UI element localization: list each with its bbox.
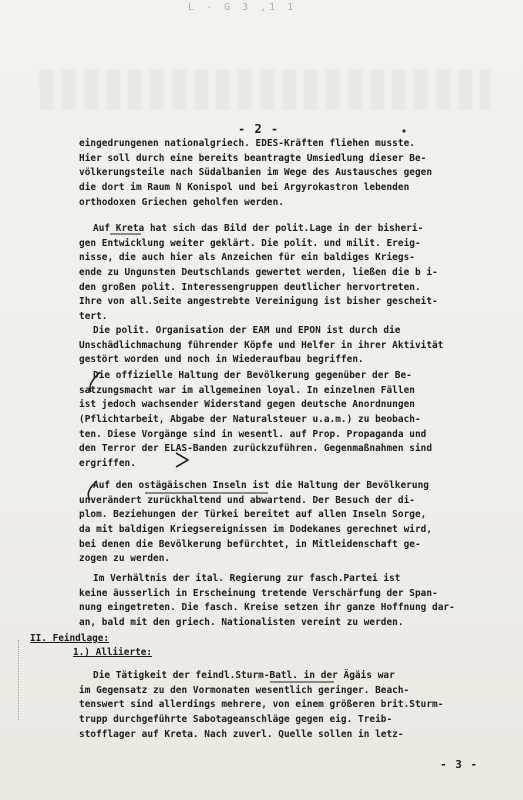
text-line: ergriffen. [79,458,136,470]
text-line: an, bald mit den griech. Nationalisten vereint zu werden. [79,617,404,629]
section-heading: II. Feindlage: [30,633,110,644]
text-line: Hier soll durch eine bereits beantragte Umsiedlung dieser Be- [79,152,427,164]
text-line: bei denen die Bevölkerung befürchtet, in Mitleidenschaft ge- [79,538,421,550]
text-line: keine äusserlich in Erscheinung tretende Verschärfung der Span- [79,587,438,599]
text-line: den Terror der ELAS-Banden zurückzuführen. Gegenmaßnahmen sind [79,443,433,455]
text-line: zogen zu werden. [79,553,171,565]
continuation-marker: - 3 - [440,758,479,771]
text-line: Auf Kreta hat sich das Bild der polit.Lage in der bisheri- [93,223,424,234]
text-line: stofflager auf Kreta. Nach zuverl. Quelle sollen in letz- [79,728,404,740]
text-line: im Gegensatz zu den Vormonaten wesentlich geringer. Beach- [79,684,410,696]
text-line: satzungsmacht war im allgemeinen loyal. In einzelnen Fällen [79,384,415,396]
text-line: Auf den ostägäischen Inseln ist die Haltung der Bevölkerung [93,480,429,491]
text-line: nisse, die auch hier als Anzeichen für ein baldiges Kriegs- [79,252,415,264]
text-line: ende zu Ungunsten Deutschlands gewertet werden, ließen die b i- [79,267,438,279]
text-line: Die offizielle Haltung der Bevölkerung gegenüber der Be- [93,370,412,381]
page-number: - 2 - [238,122,280,136]
text-line: orthodoxen Griechen geholfen werden. [79,196,284,208]
ink-dot [402,129,405,132]
text-line: tert. [79,311,108,323]
text-line: Unschädlichmachung führender Köpfe und Helfer in ihrer Aktivität [79,339,444,351]
text-line: ten. Diese Vorgänge sind in wesentl. auf Prop. Propaganda und [79,428,427,440]
text-line: Die polit. Organisation der EAM und EPON ist durch die [93,325,401,336]
text-line: die dort im Raum N Konispol und bei Argyrokastron lebenden [79,182,410,194]
text-line: Im Verhältnis der ital. Regierung zur fasch.Partei ist [93,573,401,584]
text-line: eingedrungenen nationalgriech. EDES-Kräften fliehen musste. [79,138,415,149]
text-line: da mit baldigen Kriegsereignissen im Dodekanes gerechnet wird, [79,524,433,536]
text-line: Die Tätigkeit der feindl.Sturm-Batl. in der Ägäis war [93,670,395,681]
text-line: Ihre von all.Seite angestrebte Vereinigung ist bisher gescheit- [79,296,438,308]
text-line: plom. Beziehungen der Türkei bereitet auf allen Inseln Sorge, [79,509,427,521]
pen-arrow-mark [176,453,188,467]
pen-bracket-mark [90,372,100,392]
text-line: gen Entwicklung weiter geklärt. Die polit. und milit. Ereig- [79,237,421,249]
text-line: gestört worden und noch in Wiederaufbau begriffen. [79,354,364,366]
text-line: den großen polit. Interessengruppen deutlicher hervortreten. [79,281,421,293]
text-line: völkerungsteile nach Südalbanien im Wege des Austausches gegen [79,167,433,179]
text-line: trupp durchgeführte Sabotageanschläge gegen eig. Treib- [79,714,393,726]
text-line: tenswert sind allerdings mehrere, von einem größeren brit.Sturm- [79,699,444,711]
header-stamp: L - G 3 ,1 1 [188,2,297,13]
text-line: (Pflichtarbeit, Abgabe der Naturalsteuer u.a.m.) zu beobach- [79,414,421,426]
text-line: ist jedoch wachsender Widerstand gegen deutsche Anordnungen [79,399,415,411]
subsection-heading: 1.) Alliierte: [73,647,153,658]
text-line: unverändert zurückhaltend und abwartend. Der Besuch der di- [79,494,415,506]
text-line: nung eingetreten. Die fasch. Kreise setzen ihr ganze Hoffnung dar- [79,602,455,614]
pen-bracket-mark [88,481,97,500]
